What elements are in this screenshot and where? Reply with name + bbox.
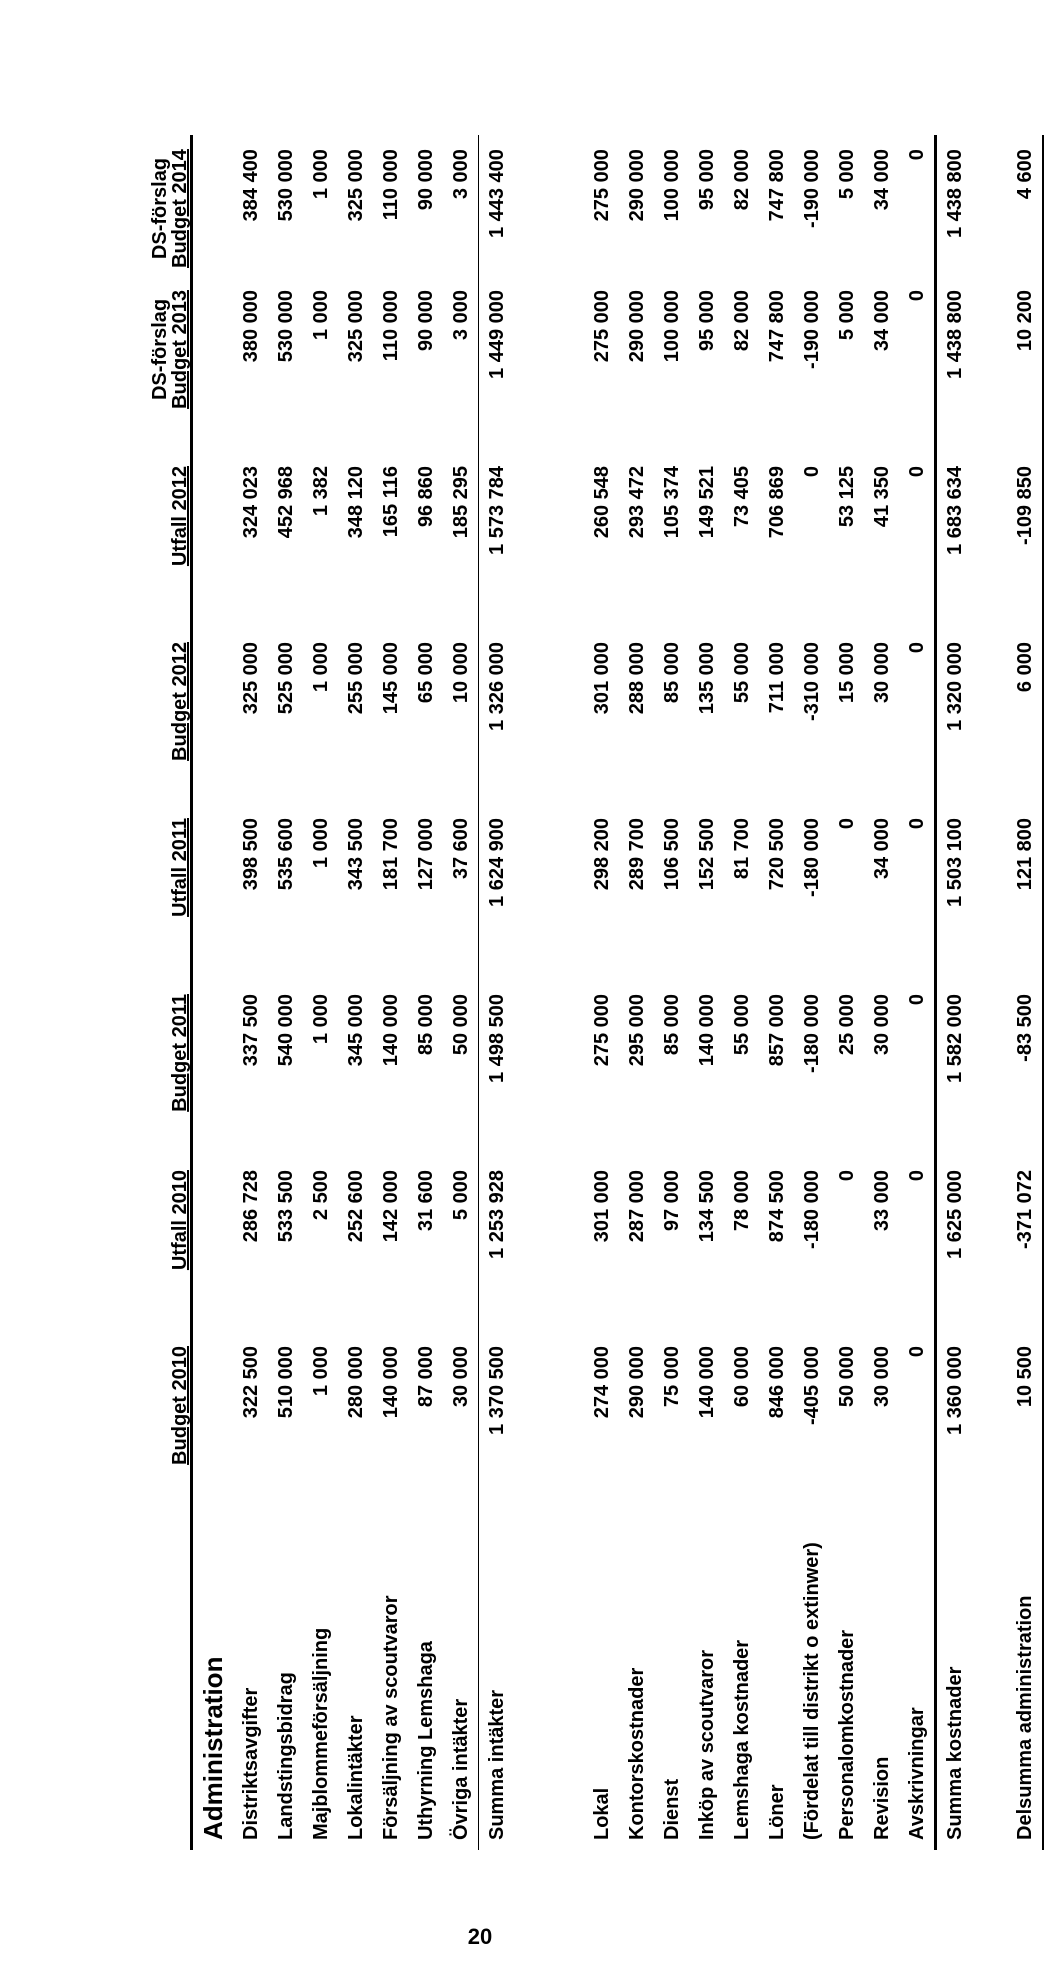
cost-sum-row xyxy=(937,135,972,1850)
cell-value: 34 000 xyxy=(870,149,893,211)
cell-value: -180 000 xyxy=(800,818,823,897)
cell-value: 142 000 xyxy=(379,1170,402,1243)
cell-value: -405 000 xyxy=(800,1346,823,1425)
income-row xyxy=(373,135,408,1850)
cell-value: 1 000 xyxy=(309,994,332,1045)
cell-value: 78 000 xyxy=(730,1170,753,1232)
cell-value: 100 000 xyxy=(660,290,683,363)
cell-value: -83 500 xyxy=(1007,972,1043,1148)
cell-value: 1 573 784 xyxy=(485,466,508,555)
cell-value: 75 000 xyxy=(660,1346,683,1408)
cell-value: 0 xyxy=(835,818,858,830)
result-row xyxy=(1007,135,1043,1850)
col-header-budget-2013 xyxy=(100,268,192,444)
cost-row xyxy=(899,135,936,1850)
income-row xyxy=(338,135,373,1850)
cell-value: 165 116 xyxy=(379,466,402,538)
cell-value: 874 500 xyxy=(765,1170,788,1243)
cell-value: 140 000 xyxy=(379,994,402,1067)
cost-row xyxy=(794,135,829,1850)
row-label: Personalomkostnader xyxy=(835,1629,858,1840)
cell-value: 1 000 xyxy=(309,1346,332,1397)
row-label: Lokal xyxy=(590,1787,613,1840)
cell-value: 30 000 xyxy=(449,1346,472,1408)
cell-value: 0 xyxy=(800,466,823,478)
cell-value: 348 120 xyxy=(344,466,367,539)
cell-value: 4 600 xyxy=(1007,135,1043,268)
cell-value: 384 400 xyxy=(239,149,262,222)
cell-value: 1 624 900 xyxy=(485,818,508,907)
cell-value: 33 000 xyxy=(870,1170,893,1232)
cell-value: 301 000 xyxy=(590,642,613,715)
cell-value: 274 000 xyxy=(590,1346,613,1419)
col-header-budget-2011: Budget 2011 xyxy=(169,994,191,1112)
cell-value: 846 000 xyxy=(765,1346,788,1419)
cell-value: 325 000 xyxy=(344,290,367,363)
cell-value: 95 000 xyxy=(695,149,718,211)
cell-value: 540 000 xyxy=(274,994,297,1067)
cell-value: 1 438 800 xyxy=(943,149,966,239)
cell-value: 90 000 xyxy=(414,149,437,211)
cell-value: 30 000 xyxy=(870,994,893,1056)
cell-value: 65 000 xyxy=(414,642,437,704)
cell-value: 1 449 000 xyxy=(485,290,508,379)
col-header-utfall-2012: Utfall 2012 xyxy=(169,466,191,567)
cost-row xyxy=(864,135,899,1850)
cell-value: 25 000 xyxy=(835,994,858,1056)
row-label: Landstingsbidrag xyxy=(274,1672,297,1840)
cell-value: 135 000 xyxy=(695,642,718,715)
header-label-cell xyxy=(100,1500,192,1850)
cell-value: 857 000 xyxy=(765,994,788,1067)
cell-value: 275 000 xyxy=(590,994,613,1067)
row-label: Övriga intäkter xyxy=(449,1698,472,1840)
cell-value: 290 000 xyxy=(625,290,648,363)
page-number: 20 xyxy=(467,1924,493,1949)
cell-value: 82 000 xyxy=(730,149,753,211)
cell-value: 380 000 xyxy=(239,290,262,363)
cell-value: 287 000 xyxy=(625,1170,648,1243)
cell-value: -180 000 xyxy=(800,1170,823,1249)
cell-value: -310 000 xyxy=(800,642,823,721)
row-label: Kontorskostnader xyxy=(625,1667,648,1840)
cell-value: 747 800 xyxy=(765,290,788,363)
cell-value: 325 000 xyxy=(344,149,367,222)
cell-value: 127 000 xyxy=(414,818,437,891)
cell-value: 82 000 xyxy=(730,290,753,352)
cell-value: 87 000 xyxy=(414,1346,437,1408)
row-label: Dienst xyxy=(660,1778,683,1840)
cell-value: 1 000 xyxy=(309,818,332,869)
cell-value: 1 683 634 xyxy=(943,466,966,555)
cell-value: 105 374 xyxy=(660,466,683,539)
cell-value: 85 000 xyxy=(660,642,683,704)
cell-value: 185 295 xyxy=(449,466,472,539)
cell-value: 288 000 xyxy=(625,642,648,715)
cell-value: 0 xyxy=(905,290,928,302)
cell-value: 145 000 xyxy=(379,642,402,715)
cell-value: 533 500 xyxy=(274,1170,297,1243)
spacer-cell xyxy=(972,135,1007,1850)
cell-value: 1 370 500 xyxy=(485,1346,508,1435)
spacer-row xyxy=(514,135,549,1850)
cell-value: 1 382 xyxy=(309,466,332,517)
row-label: (Fördelat till distrikt o extinwer) xyxy=(800,1542,823,1840)
cell-value: 100 000 xyxy=(660,149,683,222)
cell-value: 0 xyxy=(905,466,928,478)
cell-value: 55 000 xyxy=(730,642,753,704)
row-label: Inköp av scoutvaror xyxy=(695,1649,718,1840)
cell-value: 95 000 xyxy=(695,290,718,352)
row-label: Lokalintäkter xyxy=(344,1715,367,1840)
cell-value: 2 500 xyxy=(309,1170,332,1221)
cost-row xyxy=(619,135,654,1850)
cell-value: 10 000 xyxy=(449,642,472,704)
cell-value: 152 500 xyxy=(695,818,718,891)
cell-value: 325 000 xyxy=(239,642,262,715)
cell-value: -190 000 xyxy=(800,149,823,229)
cell-value: 1 320 000 xyxy=(943,642,966,731)
col-header-budget-2014 xyxy=(100,135,192,268)
row-label: Revision xyxy=(870,1756,893,1840)
cell-value: 96 860 xyxy=(414,466,437,528)
cell-value: 50 000 xyxy=(835,1346,858,1408)
cell-value: 121 800 xyxy=(1007,796,1043,972)
cell-value: 0 xyxy=(905,994,928,1006)
cell-value: 290 000 xyxy=(625,1346,648,1419)
cell-value: -371 072 xyxy=(1007,1148,1043,1324)
cell-value: 706 869 xyxy=(765,466,788,539)
cell-value: 322 500 xyxy=(239,1346,262,1419)
cell-value: 31 600 xyxy=(414,1170,437,1232)
cell-value: 73 405 xyxy=(730,466,753,528)
cell-value: 0 xyxy=(905,1346,928,1358)
cell-value: 337 500 xyxy=(239,994,262,1067)
cell-value: 290 000 xyxy=(625,149,648,222)
cell-value: 1 625 000 xyxy=(943,1170,966,1259)
cell-value: -180 000 xyxy=(800,994,823,1073)
cell-value: 530 000 xyxy=(274,149,297,222)
cell-value: 110 000 xyxy=(379,290,402,362)
cell-value: 1 360 000 xyxy=(943,1346,966,1435)
section-title: Administration xyxy=(198,1656,228,1840)
col-header-utfall-2011: Utfall 2011 xyxy=(169,818,191,917)
ds-forslag-2013-label: DS-förslag xyxy=(149,298,171,401)
cell-value: 0 xyxy=(905,642,928,654)
cell-value: 345 000 xyxy=(344,994,367,1067)
cell-value: 3 000 xyxy=(449,290,472,341)
cell-value: 1 438 800 xyxy=(943,290,966,379)
cell-value: 5 000 xyxy=(835,290,858,341)
cost-row xyxy=(724,135,759,1850)
cell-value: 55 000 xyxy=(730,994,753,1056)
cell-value: 5 000 xyxy=(835,149,858,200)
cell-value: 1 253 928 xyxy=(485,1170,508,1259)
cell-value: 1 000 xyxy=(309,290,332,341)
spacer-row xyxy=(549,135,584,1850)
row-label: Summa kostnader xyxy=(943,1666,966,1840)
cell-value: 37 600 xyxy=(449,818,472,880)
ds-forslag-2014-label: DS-förslag xyxy=(149,157,171,260)
cell-value: 30 000 xyxy=(870,642,893,704)
row-label: Avskrivningar xyxy=(905,1707,928,1840)
cell-value: 0 xyxy=(905,149,928,161)
cell-value: 0 xyxy=(835,1170,858,1182)
spacer-row xyxy=(972,135,1007,1850)
cell-value: 1 443 400 xyxy=(485,149,508,239)
section-title-row xyxy=(193,135,233,1850)
budget-2013-label: Budget 2013 xyxy=(169,290,191,409)
cell-value: 510 000 xyxy=(274,1346,297,1419)
cell-value: 85 000 xyxy=(414,994,437,1056)
income-row xyxy=(233,135,268,1850)
col-header-utfall-2010: Utfall 2010 xyxy=(169,1170,191,1271)
income-sum-row xyxy=(479,135,514,1850)
cell-value: 530 000 xyxy=(274,290,297,363)
income-row xyxy=(303,135,338,1850)
cell-value: 252 600 xyxy=(344,1170,367,1243)
cell-value: 149 521 xyxy=(695,466,718,539)
cost-row xyxy=(654,135,689,1850)
cell-value: 6 000 xyxy=(1007,620,1043,796)
income-row xyxy=(268,135,303,1850)
cell-value: 10 200 xyxy=(1007,268,1043,444)
cell-value: 298 200 xyxy=(590,818,613,891)
income-row xyxy=(443,135,479,1850)
cell-value: 535 600 xyxy=(274,818,297,891)
cell-value: 452 968 xyxy=(274,466,297,539)
cell-value: 255 000 xyxy=(344,642,367,715)
cell-value: 0 xyxy=(905,818,928,830)
cell-value: 50 000 xyxy=(449,994,472,1056)
cell-value: 398 500 xyxy=(239,818,262,891)
cell-value: 110 000 xyxy=(379,149,402,221)
cell-value: 1 503 100 xyxy=(943,818,966,907)
cell-value: -190 000 xyxy=(800,290,823,369)
cost-row xyxy=(829,135,864,1850)
row-label: Uthyrning Lemshaga xyxy=(414,1641,437,1840)
cell-value: 106 500 xyxy=(660,818,683,891)
row-label: Distriktsavgifter xyxy=(239,1687,262,1840)
cell-value: 720 500 xyxy=(765,818,788,891)
cell-value: 0 xyxy=(905,1170,928,1182)
cell-value: 90 000 xyxy=(414,290,437,352)
cost-row xyxy=(759,135,794,1850)
cell-value: 81 700 xyxy=(730,818,753,880)
cell-value: 140 000 xyxy=(695,994,718,1067)
cell-value: 260 548 xyxy=(590,466,613,539)
cell-value: 301 000 xyxy=(590,1170,613,1243)
cell-value: 34 000 xyxy=(870,290,893,352)
cell-value: 280 000 xyxy=(344,1346,367,1419)
col-header-budget-2012: Budget 2012 xyxy=(169,642,191,761)
cell-value: 41 350 xyxy=(870,466,893,528)
row-label: Försäljning av scoutvaror xyxy=(379,1595,402,1840)
cell-value: 5 000 xyxy=(449,1170,472,1221)
cell-value: 324 023 xyxy=(239,466,262,539)
cell-value: 286 728 xyxy=(239,1170,262,1243)
cell-value: 140 000 xyxy=(695,1346,718,1419)
cell-value: 1 000 xyxy=(309,642,332,693)
cell-value: 747 800 xyxy=(765,149,788,222)
cell-value: 295 000 xyxy=(625,994,648,1067)
cell-value: 140 000 xyxy=(379,1346,402,1419)
cost-row xyxy=(584,135,619,1850)
income-row xyxy=(408,135,443,1850)
spacer-cell xyxy=(549,135,584,1850)
cell-value: -109 850 xyxy=(1007,444,1043,620)
cell-value: 53 125 xyxy=(835,466,858,528)
cell-value: 343 500 xyxy=(344,818,367,891)
cell-value: 275 000 xyxy=(590,290,613,363)
cell-value: 15 000 xyxy=(835,642,858,704)
cell-value: 181 700 xyxy=(379,818,402,891)
cost-row xyxy=(689,135,724,1850)
spacer-cell xyxy=(514,135,549,1850)
cell-value: 60 000 xyxy=(730,1346,753,1408)
cell-value: 30 000 xyxy=(870,1346,893,1408)
cell-value: 275 000 xyxy=(590,149,613,222)
header-row xyxy=(100,135,192,1850)
row-label: Majblommeförsäljning xyxy=(309,1627,332,1840)
cell-value: 711 000 xyxy=(765,642,788,714)
cell-value: 1 498 500 xyxy=(485,994,508,1083)
cell-value: 34 000 xyxy=(870,818,893,880)
cell-value: 85 000 xyxy=(660,994,683,1056)
row-label: Löner xyxy=(765,1784,788,1840)
budget-table-body xyxy=(192,135,1044,1850)
cell-value: 3 000 xyxy=(449,149,472,200)
cell-value: 289 700 xyxy=(625,818,648,891)
cell-value: 293 472 xyxy=(625,466,648,539)
row-label: Summa intäkter xyxy=(485,1689,508,1840)
cell-value: 1 326 000 xyxy=(485,642,508,731)
cell-value: 10 500 xyxy=(1007,1324,1043,1500)
cell-value: 97 000 xyxy=(660,1170,683,1232)
budget-2014-label: Budget 2014 xyxy=(169,149,191,268)
row-label: Delsumma administration xyxy=(1007,1500,1043,1850)
row-label: Lemshaga kostnader xyxy=(730,1639,753,1840)
cell-value: 1 582 000 xyxy=(943,994,966,1083)
col-header-budget-2010: Budget 2010 xyxy=(169,1346,191,1465)
cell-value: 1 000 xyxy=(309,149,332,200)
cell-value: 525 000 xyxy=(274,642,297,715)
budget-table xyxy=(100,135,1044,1850)
cell-value: 134 500 xyxy=(695,1170,718,1243)
